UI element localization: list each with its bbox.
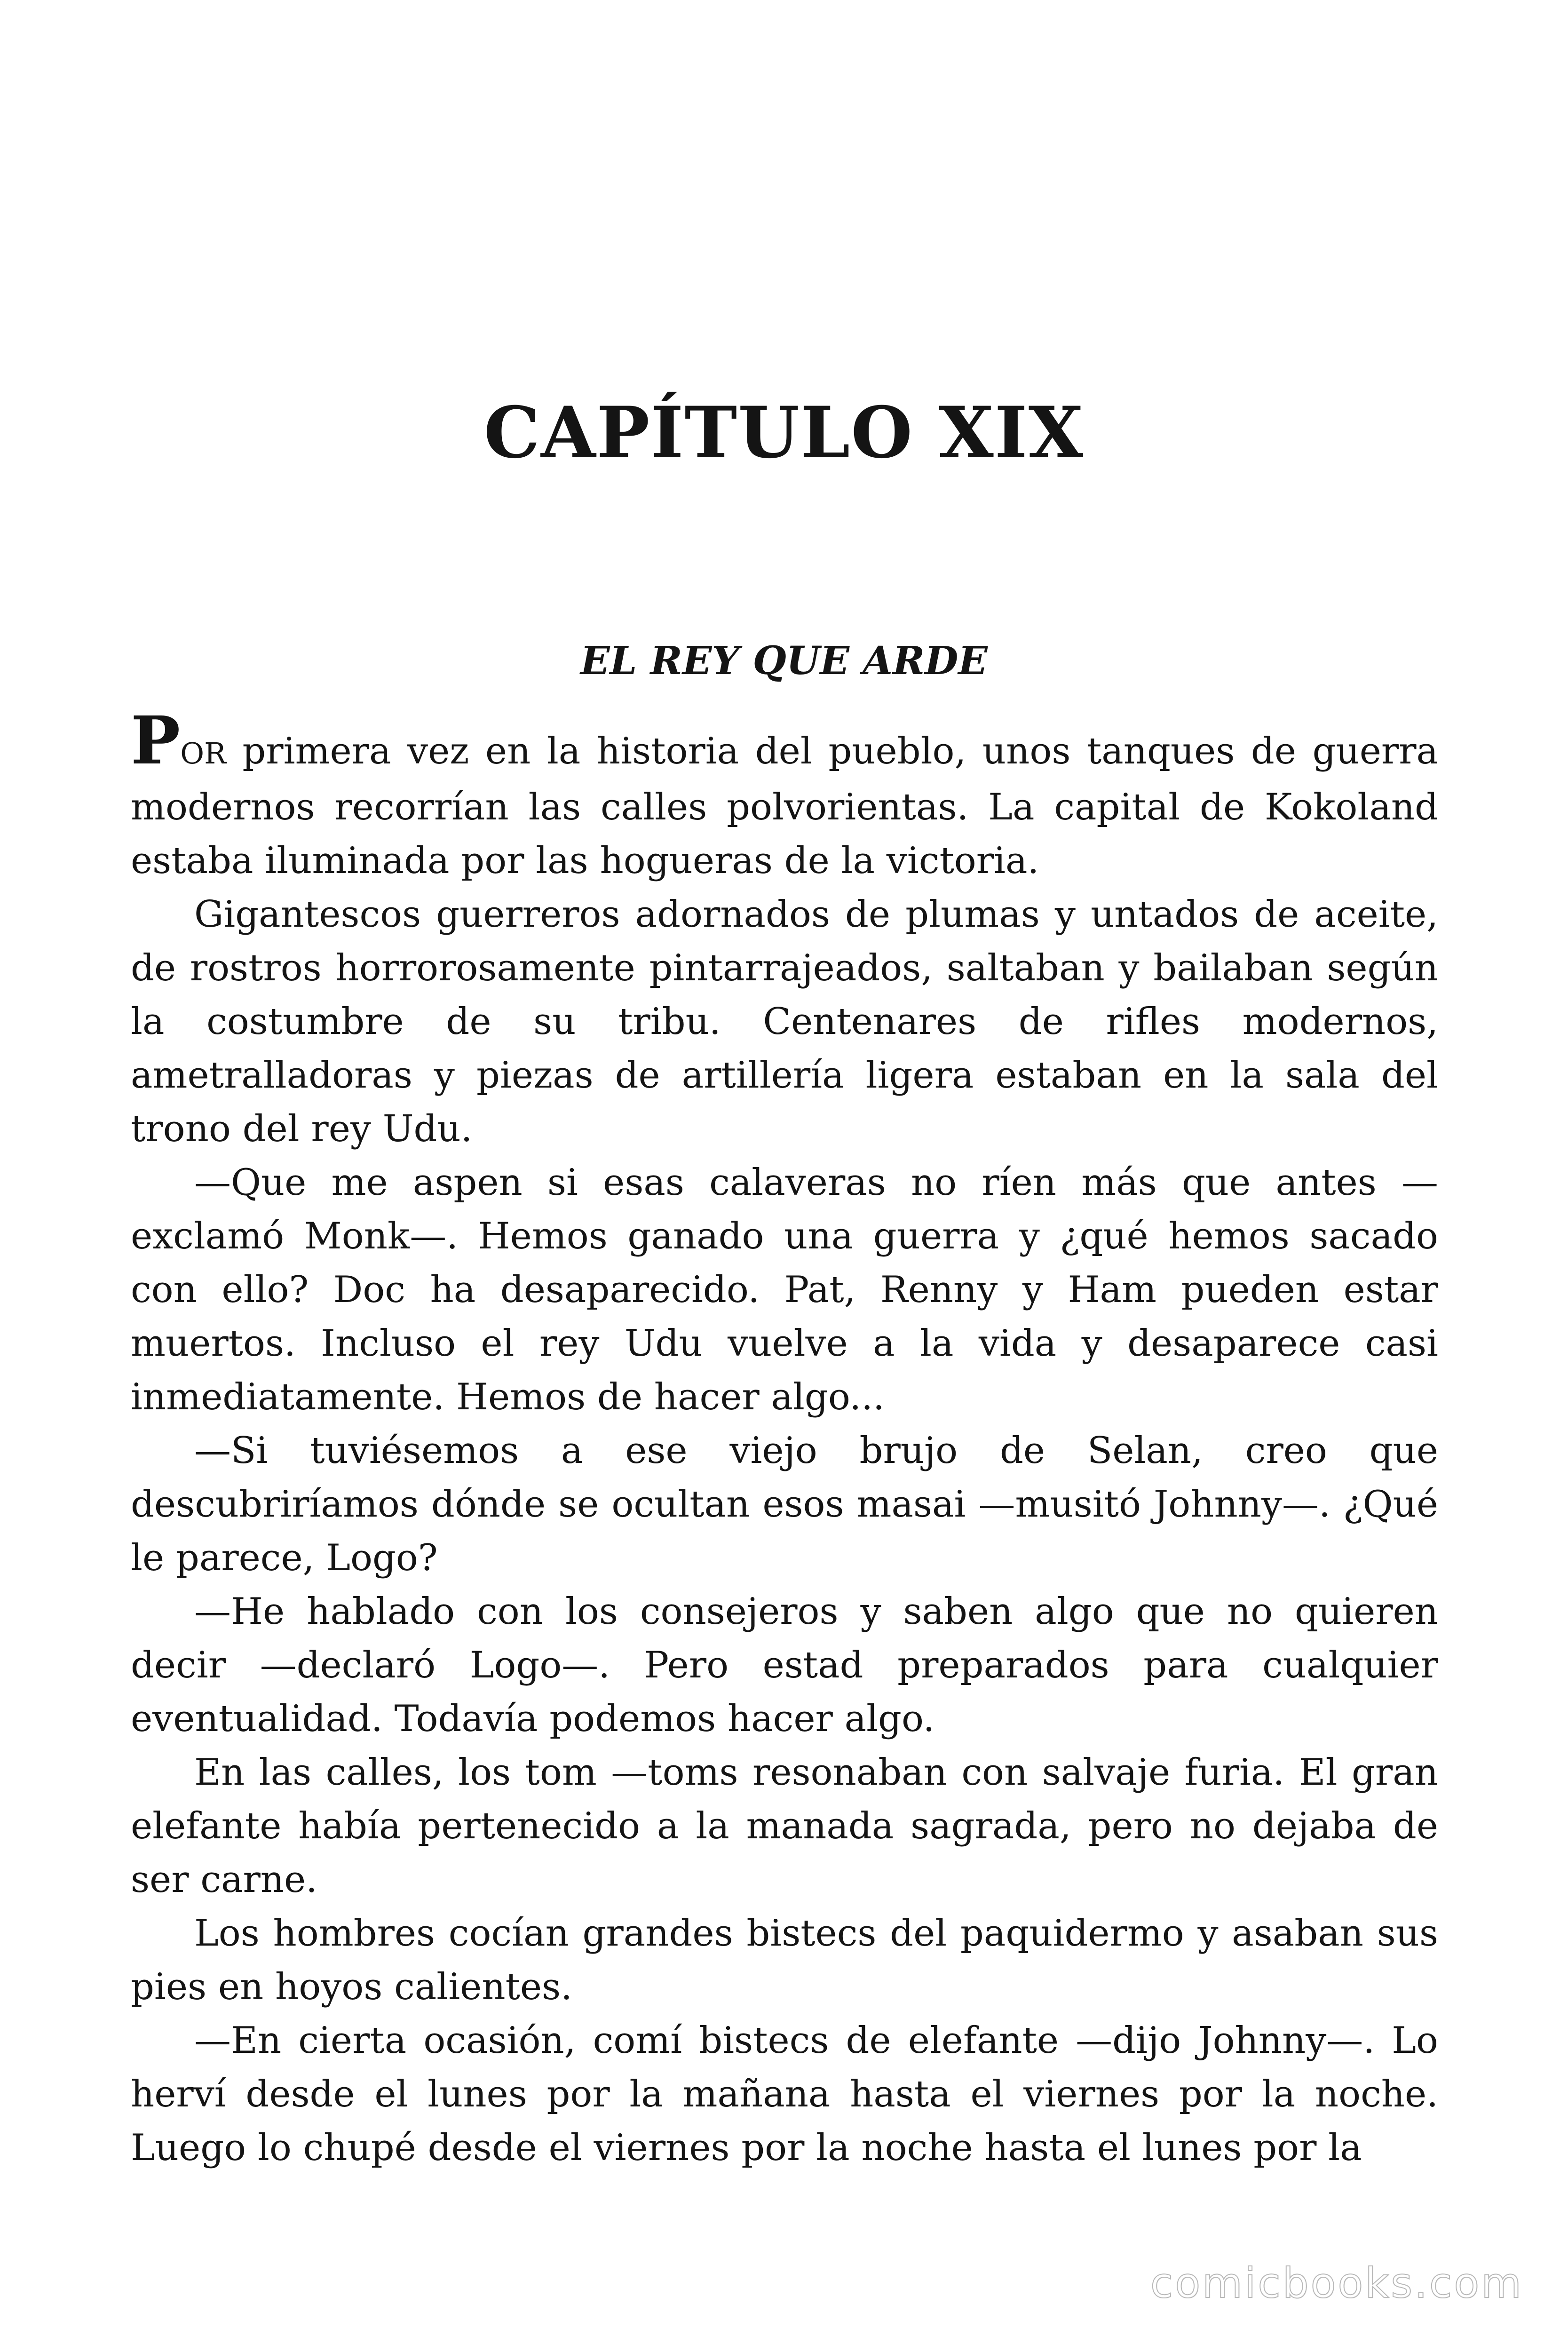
paragraph-1 (131, 702, 1438, 888)
chapter-title: CAPÍTULO XIX (483, 391, 1085, 474)
paragraph-7: Los hombres cocían grandes bistecs del paquidermo y asaban sus pies en hoyos calientes. (131, 1912, 1438, 2008)
small-caps-lead: OR (180, 736, 226, 771)
drop-cap: P (131, 702, 181, 779)
chapter-body (131, 702, 1438, 2175)
paragraph-2: Gigantescos guerreros adornados de plumas y untados de aceite, de rostros horrorosamente pintarrajeados, saltaban y bailaban según la costumbre de su tribu. Centenares de rifles modernos, ametralladoras y piezas de artillería ligera estaban en la sala del trono del rey Udu. (131, 893, 1438, 1150)
paragraph-3: —Que me aspen si esas calaveras no ríen más que antes —exclamó Monk—. Hemos ganado una guerra y ¿qué hemos sacado con ello? Doc ha desaparecido. Pat, Renny y Ham pueden estar muertos. Incluso el rey Udu vuelve a la vida y desaparece casi inmediatamente. Hemos de hacer algo... (131, 1161, 1438, 1418)
watermark: comicbooks.com (1150, 2259, 1523, 2307)
paragraph-6: En las calles, los tom —toms resonaban con salvaje furia. El gran elefante había pertenecido a la manada sagrada, pero no dejaba de ser carne. (131, 1751, 1438, 1901)
paragraph-8: —En cierta ocasión, comí bistecs de elefante —dijo Johnny—. Lo herví desde el lunes por la mañana hasta el viernes por la noche. Luego lo chupé desde el viernes por la noche hasta el lunes por la (131, 2019, 1438, 2169)
chapter-subtitle: EL REY QUE ARDE (580, 638, 988, 683)
paragraph-1-text: primera vez en la historia del pueblo, unos tanques de guerra modernos recorrían las calles polvorientas. La capital de Kokoland estaba iluminada por las hogueras de la victoria. (131, 730, 1438, 882)
paragraph-5: —He hablado con los consejeros y saben algo que no quieren decir —declaró Logo—. Pero estad preparados para cualquier eventualidad. Todavía podemos hacer algo. (131, 1590, 1438, 1740)
paragraph-4: —Si tuviésemos a ese viejo brujo de Selan, creo que descubriríamos dónde se ocultan esos masai —musitó Johnny—. ¿Qué le parece, Logo? (131, 1430, 1438, 1579)
